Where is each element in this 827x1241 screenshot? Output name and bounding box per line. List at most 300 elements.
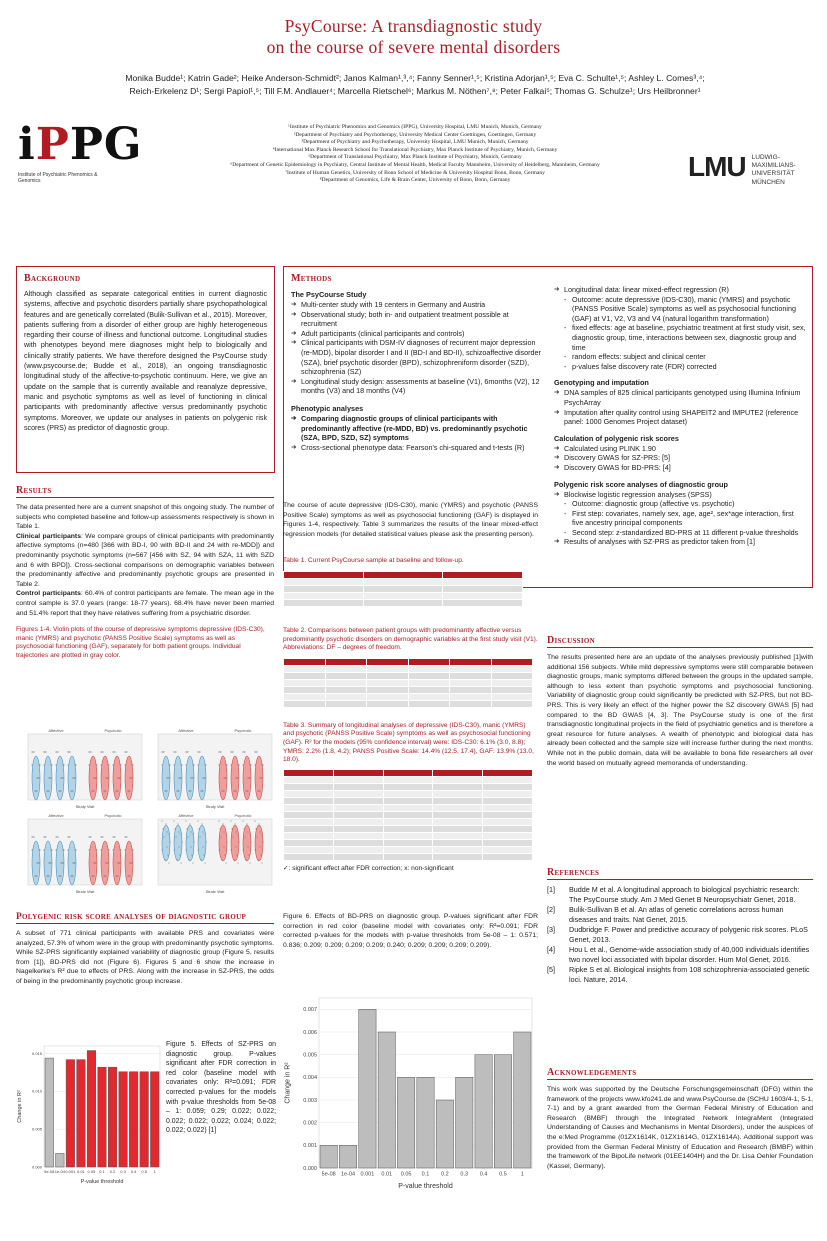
results-mid-text: The course of acute depressive (IDS-C30), manic (YMRS) and psychotic (PANSS Positive Scale) symptoms as well as psychosocial functioning (GAF) is displayed in Figures 1-4, respectively. Table 3 summarizes the results of the linear mixed-effect regression models (for detailed statistical values please ask the presenting person). xyxy=(283,502,538,538)
bar xyxy=(150,1072,159,1167)
trajectory-point xyxy=(169,834,170,835)
trajectory-point xyxy=(200,752,201,753)
trajectory-point xyxy=(46,837,47,838)
affiliation-line: ²Department of Psychiatry and Psychotherapy, University Medical Center Goettingen, Goettingen, Germany xyxy=(293,131,537,138)
table-cell xyxy=(433,797,483,804)
trajectory-point xyxy=(235,824,236,825)
trajectory-point xyxy=(38,778,39,779)
reference-text: Ripke S et al. Biological insights from 108 schizophrenia-associated genetic loci. Nature, 2014. xyxy=(569,965,810,984)
trajectory-point xyxy=(119,863,120,864)
table-cell xyxy=(333,811,383,818)
table-cell xyxy=(284,804,334,811)
list-item: ➔ Adult participants (clinical participants and controls) xyxy=(291,329,546,339)
trajectory-point xyxy=(239,842,240,843)
trajectory-point xyxy=(188,752,189,753)
trajectory-point xyxy=(192,855,193,856)
trajectory-point xyxy=(167,832,168,833)
trajectory-point xyxy=(126,837,127,838)
table-cell xyxy=(450,693,492,700)
trajectory-point xyxy=(174,752,175,753)
reference-item xyxy=(547,965,813,985)
trajectory-point xyxy=(132,765,133,766)
trajectory-point xyxy=(75,850,76,851)
trajectory-point xyxy=(71,791,72,792)
trajectory-point xyxy=(132,850,133,851)
prs-section-heading: Polygenic risk score analyses of diagnostic group xyxy=(16,912,274,924)
violin-panel xyxy=(28,813,142,893)
methods-col-left xyxy=(291,287,546,452)
trajectory-point xyxy=(243,752,244,753)
table-cell xyxy=(408,665,450,672)
trajectory-point xyxy=(203,832,204,833)
trajectory-point xyxy=(97,765,98,766)
trajectory-point xyxy=(91,752,92,753)
trajectory-point xyxy=(47,791,48,792)
trajectory-point xyxy=(44,850,45,851)
trajectory-point xyxy=(52,850,53,851)
bar xyxy=(320,1145,337,1168)
results-p2 xyxy=(16,532,274,590)
trajectory-point xyxy=(236,791,237,792)
table-cell xyxy=(333,846,383,853)
table-row xyxy=(284,783,533,790)
x-tick-label: 0.001 xyxy=(360,1171,375,1178)
trajectory-point xyxy=(117,791,118,792)
trajectory-point xyxy=(236,832,237,833)
authors-line-2: Reich-Erkelenz D¹; Sergi Papiol¹,⁵; Till F.M. Andlauer⁴; Marcella Rietschel⁶; Markus M. Nöthen⁷,⁸; Peter Falkai⁵; Thomas G. Schulze¹; Urs Heilbronner¹ xyxy=(129,86,701,96)
trajectory-point xyxy=(232,829,233,830)
trajectory-point xyxy=(37,876,38,877)
trajectory-point xyxy=(132,778,133,779)
affiliation-line: ⁸Department of Genomics, Life & Brain Center, University of Bonn, Bonn, Germany xyxy=(319,177,511,184)
trajectory-point xyxy=(120,765,121,766)
results-p3-text: : 60.4% of control participants are female. The mean age in the control sample is 37.0 years (range: 18-77 years). 68.4% have never been married and 51.4% report that they have relatives suffering from a psychiatric disorder. xyxy=(16,590,275,617)
trajectory-point xyxy=(107,778,108,779)
trajectory-point xyxy=(166,824,167,825)
trajectory-point xyxy=(204,778,205,779)
trajectory-point xyxy=(89,765,90,766)
trajectory-point xyxy=(130,778,131,779)
trajectory-point xyxy=(262,765,263,766)
table-cell xyxy=(433,804,483,811)
trajectory-point xyxy=(201,860,202,861)
trajectory-point xyxy=(34,752,35,753)
trajectory-point xyxy=(198,821,199,822)
trajectory-point xyxy=(105,791,106,792)
trajectory-point xyxy=(250,778,251,779)
trajectory-point xyxy=(203,847,204,848)
trajectory-point xyxy=(47,876,48,877)
ippg-logo-text: Institute of Psychiatric Phenomics & Genomics xyxy=(18,172,98,184)
trajectory-point xyxy=(105,876,106,877)
bar xyxy=(129,1072,138,1167)
trajectory-point xyxy=(167,791,168,792)
results-col-mid xyxy=(283,501,538,873)
x-tick-label: 5e-08 xyxy=(44,1169,55,1174)
trajectory-point xyxy=(96,850,97,851)
trajectory-point xyxy=(68,850,69,851)
table-cell xyxy=(483,839,533,846)
trajectory-point xyxy=(75,778,76,779)
table-cell xyxy=(325,693,367,700)
trajectory-point xyxy=(165,791,166,792)
table-cell xyxy=(325,665,367,672)
trajectory-point xyxy=(170,842,171,843)
bar xyxy=(417,1077,434,1168)
table-cell xyxy=(491,679,533,686)
trajectory-point xyxy=(101,837,102,838)
trajectory-point xyxy=(59,791,60,792)
table-cell xyxy=(284,776,334,783)
trajectory-point xyxy=(255,752,256,753)
figure-5-chart xyxy=(16,1040,166,1185)
results-p1: The data presented here are a current snapshot of this ongoing study. The number of subjects who completed baseline and follow-up assessments respectively is shown in Table 1. xyxy=(16,504,274,531)
trajectory-point xyxy=(192,778,193,779)
trajectory-point xyxy=(186,765,187,766)
trajectory-point xyxy=(103,752,104,753)
table-cell xyxy=(367,700,409,707)
trajectory-point xyxy=(244,752,245,753)
table-row xyxy=(284,578,523,585)
table-cell xyxy=(363,599,443,606)
trajectory-point xyxy=(205,834,206,835)
trajectory-point xyxy=(36,791,37,792)
trajectory-point xyxy=(49,791,50,792)
trajectory-point xyxy=(132,863,133,864)
trajectory-point xyxy=(221,837,222,838)
table-row xyxy=(284,839,533,846)
list-item: - Outcome: acute depressive (IDS-C30), manic (YMRS) and psychotic (PANSS Positive Scale) symptoms as well as psychosocial functioning (GAF) at V1, V2, V3 and V4 (natural logarithm transformation) xyxy=(564,295,806,324)
table-cell xyxy=(483,818,533,825)
table-cell xyxy=(333,804,383,811)
table-row xyxy=(284,797,533,804)
trajectory-point xyxy=(108,850,109,851)
pheno-list xyxy=(291,414,546,452)
trajectory-point xyxy=(243,850,244,851)
table-cell xyxy=(284,592,364,599)
trajectory-point xyxy=(44,837,45,838)
reference-number: [1] xyxy=(547,885,555,894)
references-heading: References xyxy=(547,867,813,880)
table-2-caption-text: Table 2. Comparisons between patient groups with predominantly affective versus predominantly psychotic disorders on demographic variables at the first study visit (V1). Abbreviations: DF – degrees of freedom. xyxy=(283,626,538,652)
trajectory-point xyxy=(119,778,120,779)
trajectory-point xyxy=(76,765,77,766)
trajectory-point xyxy=(169,863,170,864)
trajectory-point xyxy=(45,837,46,838)
trajectory-point xyxy=(199,829,200,830)
trajectory-point xyxy=(165,860,166,861)
affiliation-line: ⁵Department of Translational Psychiatry, Max Planck Institute of Psychiatry, Munich, Germany xyxy=(308,154,522,161)
trajectory-point xyxy=(180,778,181,779)
trajectory-point xyxy=(182,842,183,843)
trajectory-point xyxy=(203,778,204,779)
trajectory-point xyxy=(233,837,234,838)
table-cell xyxy=(433,846,483,853)
trajectory-point xyxy=(238,765,239,766)
trajectory-point xyxy=(89,837,90,838)
trajectory-point xyxy=(247,824,248,825)
background-heading: Background xyxy=(24,273,81,284)
trajectory-point xyxy=(255,765,256,766)
trajectory-point xyxy=(130,863,131,864)
trajectory-point xyxy=(117,876,118,877)
table-1 xyxy=(283,571,523,607)
trajectory-point xyxy=(231,765,232,766)
trajectory-point xyxy=(226,834,227,835)
lmu-line: LUDWIG- xyxy=(751,154,780,161)
trajectory-point xyxy=(246,860,247,861)
trajectory-point xyxy=(37,863,38,864)
table-cell xyxy=(408,679,450,686)
reference-item xyxy=(547,945,813,965)
trajectory-point xyxy=(108,778,109,779)
trajectory-point xyxy=(224,832,225,833)
trajectory-point xyxy=(94,791,95,792)
trajectory-point xyxy=(64,850,65,851)
table-cell xyxy=(450,686,492,693)
long-sub-list xyxy=(564,295,806,372)
trajectory-point xyxy=(56,752,57,753)
list-item: ➔ Observational study; both in- and outpatient treatment possible at recruitment xyxy=(291,310,546,329)
trajectory-point xyxy=(256,829,257,830)
trajectory-point xyxy=(74,863,75,864)
table-cell xyxy=(383,825,433,832)
trajectory-point xyxy=(128,876,129,877)
trajectory-point xyxy=(181,778,182,779)
x-axis-label: P-value threshold xyxy=(80,1179,124,1185)
table-cell xyxy=(284,790,334,797)
trajectory-point xyxy=(247,791,248,792)
trajectory-point xyxy=(51,863,52,864)
reference-text: Budde M et al. A longitudinal approach to biological psychiatric research: The PsyCourse study. Am J Med Genet B Neuropsychiatr Genet, 2018. xyxy=(569,885,800,904)
trajectory-point xyxy=(115,752,116,753)
y-tick-label: 0.006 xyxy=(303,1029,317,1036)
table-cell xyxy=(450,700,492,707)
lmu-line: MÜNCHEN xyxy=(751,178,785,186)
trajectory-point xyxy=(249,855,250,856)
table-cell xyxy=(367,672,409,679)
trajectory-point xyxy=(35,791,36,792)
table-row xyxy=(284,693,533,700)
trajectory-point xyxy=(179,778,180,779)
trajectory-point xyxy=(51,778,52,779)
violin-x-label: Study Visit xyxy=(75,804,95,809)
y-tick-label: 0.000 xyxy=(31,1164,42,1170)
reference-text: Bulik-Sullivan B et al. An atlas of genetic correlations across human diseases and traits. Nat Genet, 2015. xyxy=(569,905,784,924)
reference-item xyxy=(547,905,813,925)
violin xyxy=(174,825,182,861)
trajectory-point xyxy=(118,863,119,864)
reference-number: [3] xyxy=(547,925,555,934)
results-p2-bold: Clinical participants xyxy=(16,532,81,540)
trajectory-point xyxy=(226,765,227,766)
table-2-caption xyxy=(283,627,538,653)
table-row xyxy=(284,599,523,606)
trajectory-point xyxy=(193,834,194,835)
table-cell xyxy=(450,665,492,672)
x-tick-label: 0.05 xyxy=(400,1171,412,1178)
trajectory-point xyxy=(186,850,187,851)
trajectory-point xyxy=(255,850,256,851)
table-cell xyxy=(363,578,443,585)
list-item: ➔ Calculated using PLINK 1.90 xyxy=(554,444,806,454)
trajectory-point xyxy=(256,752,257,753)
trajectory-point xyxy=(46,752,47,753)
trajectory-point xyxy=(187,752,188,753)
trajectory-point xyxy=(191,778,192,779)
reference-number: [2] xyxy=(547,905,555,914)
table-3-caption xyxy=(283,722,538,765)
trajectory-point xyxy=(190,824,191,825)
results-p3 xyxy=(16,589,274,618)
trajectory-point xyxy=(113,765,114,766)
table-cell xyxy=(333,783,383,790)
trajectory-point xyxy=(167,847,168,848)
title-line-1: PsyCourse: A transdiagnostic study xyxy=(284,16,543,36)
trajectory-point xyxy=(255,821,256,822)
trajectory-point xyxy=(227,842,228,843)
table-cell xyxy=(383,846,433,853)
table-cell xyxy=(408,693,450,700)
trajectory-point xyxy=(75,863,76,864)
trajectory-point xyxy=(56,837,57,838)
trajectory-point xyxy=(257,752,258,753)
trajectory-point xyxy=(126,752,127,753)
affiliation-line: ⁶Department of Genetic Epidemiology in Psychiatry, Central Institute of Mental Health, Medical Faculty Mannheim, University of Heidelberg, Mannheim, Germany xyxy=(230,161,600,168)
trajectory-point xyxy=(191,832,192,833)
table-cell xyxy=(284,599,364,606)
trajectory-point xyxy=(129,876,130,877)
trajectory-point xyxy=(167,778,168,779)
trajectory-point xyxy=(118,876,119,877)
trajectory-point xyxy=(262,778,263,779)
x-tick-label: 0.1 xyxy=(421,1171,430,1178)
trajectory-point xyxy=(260,847,261,848)
table-cell xyxy=(383,769,433,776)
y-tick-label: 0.007 xyxy=(303,1007,317,1014)
bar xyxy=(359,1009,376,1168)
trajectory-point xyxy=(60,791,61,792)
results-p2-text: : We compare groups of clinical participants with predominantly affective symptoms (n=480 [366 with BD-I, 90 with BD-II and 24 with re-MDD]) and predominantly psychotic symptoms (n=567 [456 with SZ, 94 with SZA, 11 with SZD and 6 with BPD]). Cross-sectional comparisons on demographic variables between the predominantly affective and predominantly psychotic groups are presented in Table 2. xyxy=(16,532,274,588)
trajectory-point xyxy=(181,765,182,766)
trajectory-point xyxy=(32,837,33,838)
bar xyxy=(436,1100,453,1168)
trajectory-point xyxy=(130,791,131,792)
table-cell xyxy=(325,672,367,679)
table-cell xyxy=(443,592,523,599)
trajectory-point xyxy=(204,855,205,856)
trajectory-point xyxy=(258,860,259,861)
list-item: - Second step: z-standardized BD-PRS at 11 different p-value thresholds xyxy=(564,528,806,538)
table-cell xyxy=(284,700,326,707)
table-cell xyxy=(483,853,533,860)
x-tick-label: 0.2 xyxy=(109,1169,116,1174)
trajectory-point xyxy=(206,842,207,843)
trajectory-point xyxy=(186,821,187,822)
trajectory-point xyxy=(33,837,34,838)
figure-5-caption: Figure 5. Effects of SZ-PRS on diagnostic group. P-values significant after FDR correction in red color (baseline model with covariates only: R²=0.091; FDR corrected p-values for the models with p-value thresholds from 5e-08 – 1: 0.059; 0.29; 0.022; 0.022; 0.022; 0.022; 0.022; 0.024; 0.022; 0.022; 0.022) [1] xyxy=(166,1041,276,1135)
trajectory-point xyxy=(106,863,107,864)
table-cell xyxy=(333,776,383,783)
trajectory-point xyxy=(113,850,114,851)
trajectory-point xyxy=(236,847,237,848)
results-col-left xyxy=(16,485,274,661)
table-cell xyxy=(483,776,533,783)
table-cell xyxy=(491,658,533,665)
lmu-line: UNIVERSITÄT xyxy=(751,170,795,178)
trajectory-point xyxy=(109,850,110,851)
bar xyxy=(98,1067,107,1167)
trajectory-point xyxy=(125,752,126,753)
table-cell xyxy=(284,818,334,825)
table-cell xyxy=(383,797,433,804)
trajectory-point xyxy=(193,778,194,779)
trajectory-point xyxy=(223,824,224,825)
trajectory-point xyxy=(191,847,192,848)
trajectory-point xyxy=(59,876,60,877)
table-cell xyxy=(383,853,433,860)
trajectory-point xyxy=(260,778,261,779)
references-section xyxy=(547,867,813,985)
list-item: ➔ Multi-center study with 19 centers in Germany and Austria xyxy=(291,300,546,310)
table-cell xyxy=(383,818,433,825)
table-cell xyxy=(284,797,334,804)
violin xyxy=(219,825,227,861)
trajectory-point xyxy=(182,765,183,766)
table-cell xyxy=(383,804,433,811)
prs-list xyxy=(554,490,806,500)
trajectory-point xyxy=(60,876,61,877)
trajectory-point xyxy=(248,791,249,792)
trajectory-point xyxy=(180,855,181,856)
trajectory-point xyxy=(72,876,73,877)
lmu-line: MAXIMILIANS- xyxy=(751,162,796,170)
trajectory-point xyxy=(194,842,195,843)
trajectory-point xyxy=(62,863,63,864)
trajectory-point xyxy=(73,863,74,864)
trajectory-point xyxy=(120,863,121,864)
table-cell xyxy=(284,665,326,672)
list-item: ➔ Imputation after quality control using SHAPEIT2 and IMPUTE2 (reference panel: 1000 Genomes Project dataset) xyxy=(554,408,806,427)
table-cell xyxy=(325,658,367,665)
trajectory-point xyxy=(231,821,232,822)
trajectory-point xyxy=(70,752,71,753)
table-cell xyxy=(483,811,533,818)
table-row xyxy=(284,571,523,578)
table-row xyxy=(284,665,533,672)
violin-plots-figure xyxy=(16,728,274,893)
table-cell xyxy=(443,578,523,585)
prs-section xyxy=(16,912,274,987)
trajectory-point xyxy=(181,863,182,864)
trajectory-point xyxy=(129,791,130,792)
trajectory-point xyxy=(102,837,103,838)
trajectory-point xyxy=(32,765,33,766)
trajectory-point xyxy=(177,791,178,792)
trajectory-point xyxy=(169,765,170,766)
trajectory-point xyxy=(102,752,103,753)
trajectory-point xyxy=(219,850,220,851)
x-tick-label: 0.1 xyxy=(99,1169,105,1174)
trajectory-point xyxy=(39,778,40,779)
table-row xyxy=(284,832,533,839)
table-cell xyxy=(433,811,483,818)
trajectory-point xyxy=(226,778,227,779)
trajectory-point xyxy=(177,860,178,861)
trajectory-point xyxy=(179,832,180,833)
y-tick-label: 0.005 xyxy=(303,1052,317,1059)
trajectory-point xyxy=(56,765,57,766)
